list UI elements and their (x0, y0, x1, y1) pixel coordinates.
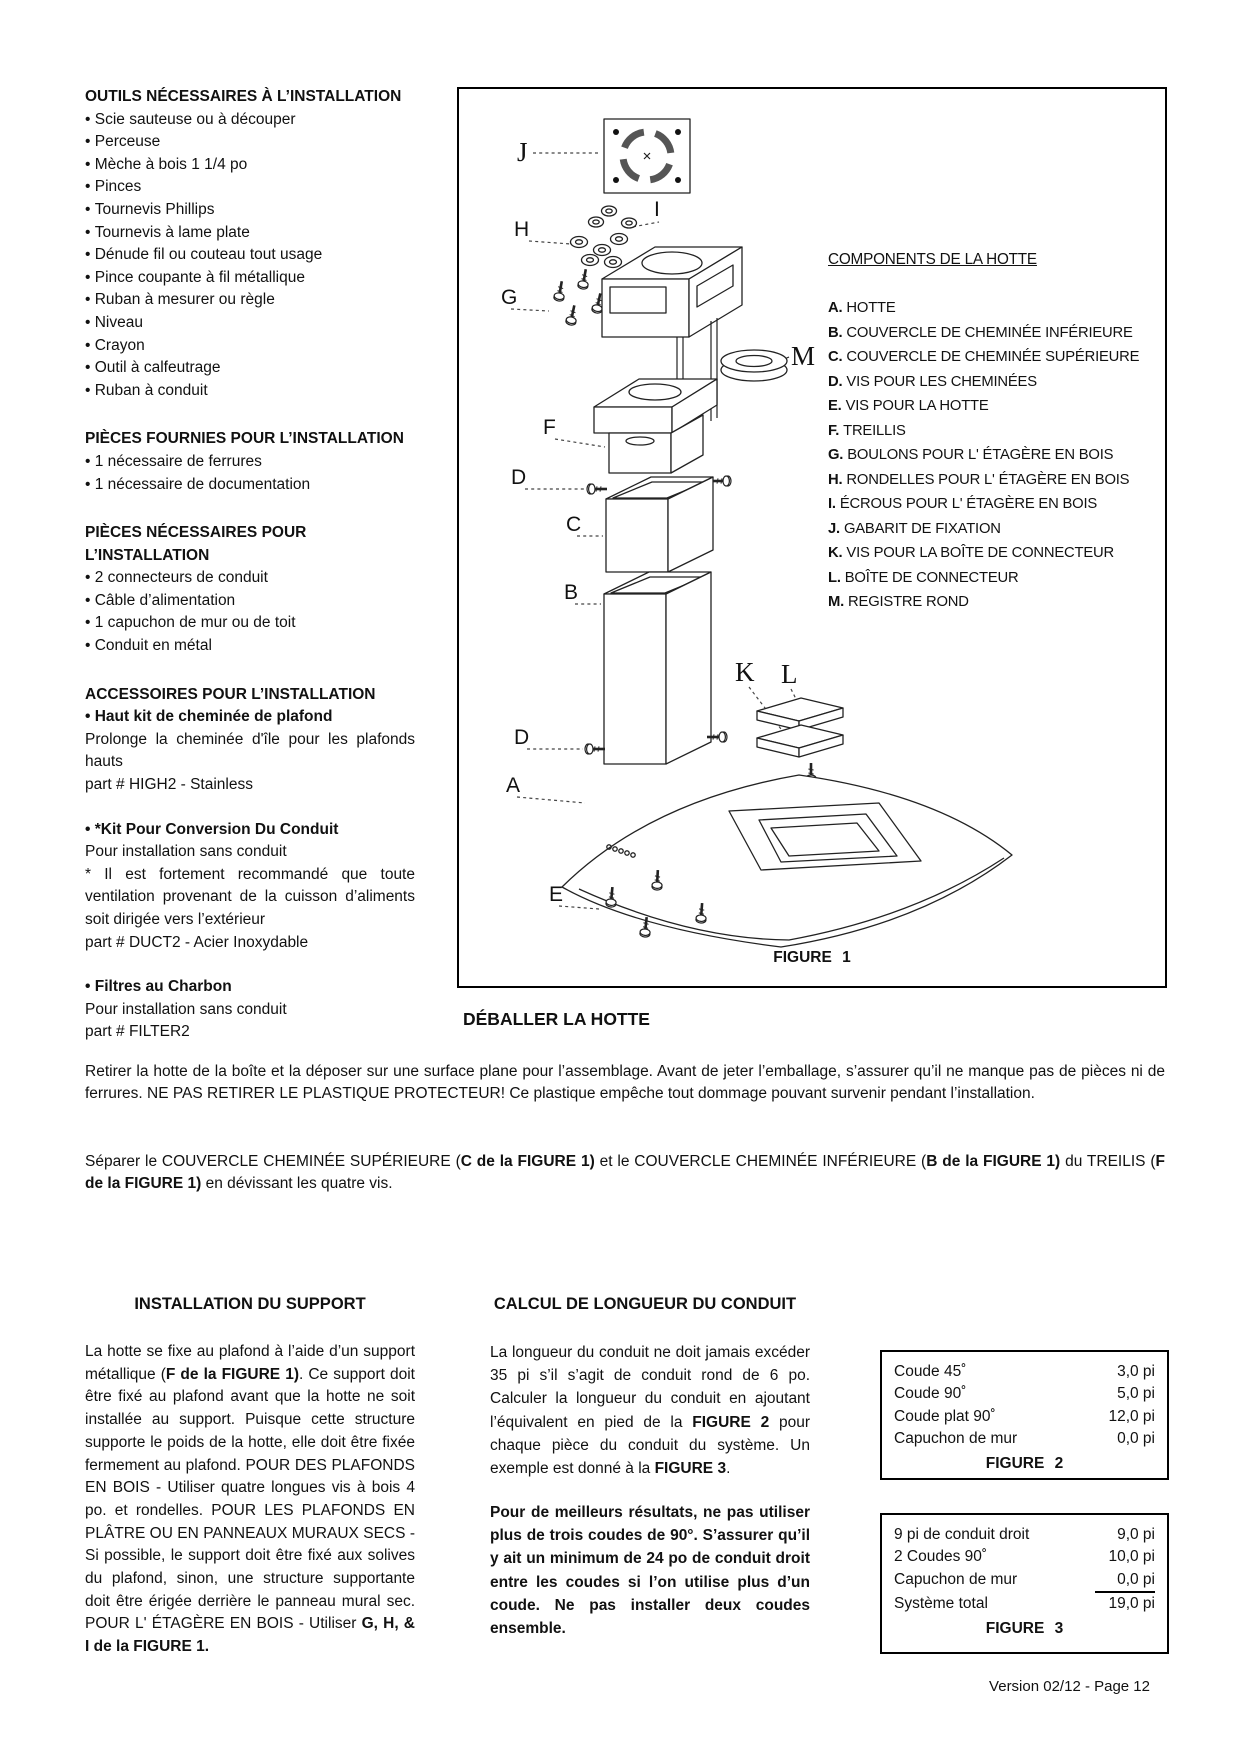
component-item (828, 492, 1160, 517)
duct-paragraph-1: La longueur du conduit ne doit jamais excéder 35 pi s’il s’agit de conduit rond de 6 po. Calculer la longueur du conduit en ajoutant l’équivalent en pied de la FIGURE 2 pour chaque pièce du conduit du système. Un exemple est donné à la FIGURE 3. (490, 1344, 810, 1478)
component-text: VIS POUR LA BOÎTE DE CONNECTEUR (846, 545, 1114, 561)
supplied-list (85, 451, 415, 496)
label-a: A (506, 774, 521, 797)
label-e: E (549, 883, 564, 906)
components-list (828, 296, 1160, 615)
section-accessories (85, 684, 415, 1044)
component-text: VIS POUR LA HOTTE (845, 398, 989, 414)
table-row (894, 1569, 1155, 1593)
table-row (894, 1361, 1155, 1383)
component-letter: D. (828, 373, 843, 390)
component-text: COUVERCLE DE CHEMINÉE SUPÉRIEURE (846, 349, 1140, 365)
section-tools (85, 86, 415, 402)
support-paragraph: La hotte se fixe au plafond à l’aide d’un support métallique (F de la FIGURE 1). Ce support doit être fixé au plafond avant que la hotte ne soit installée au support. Puisque cette structure supporte le poids de la hotte, elle doit être fixée fermement au plafond. POUR DES PLAFONDS EN BOIS - Utiliser quatre longues vis à bois 4 po. et rondelles. POUR LES PLAFONDS EN PLÂTRE OU EN PANNEAUX MURAUX SECS - Si possible, le support doit être fixé aux solives du plafond, sinon, une structure supportante doit être érigée derrière le panneau mural sec. POUR L' ÉTAGÈRE EN BOIS - Utiliser G, H, & I de la FIGURE 1. (85, 1343, 415, 1656)
row-value: 0,0 pi (1117, 1429, 1155, 1447)
required-heading: PIÈCES NÉCESSAIRES POUR L’INSTALLATION (85, 524, 307, 564)
required-list (85, 567, 415, 657)
list-item: • Câble d’alimentation (85, 590, 415, 613)
component-item (828, 468, 1160, 493)
list-item: • Niveau (85, 312, 415, 335)
accessory-kit2 (85, 819, 415, 955)
part-i-nuts (589, 206, 660, 228)
list-item: • Outil à calfeutrage (85, 357, 415, 380)
row-label: Système total (894, 1594, 988, 1612)
row-value: 12,0 pi (1108, 1407, 1155, 1425)
component-letter: F. (828, 422, 840, 439)
row-value: 5,0 pi (1117, 1385, 1155, 1403)
component-text: BOÎTE DE CONNECTEUR (844, 569, 1019, 586)
accessory-kit3 (85, 976, 415, 1044)
label-h: H (514, 218, 530, 241)
component-text: TREILLIS (843, 422, 906, 439)
component-text: GABARIT DE FIXATION (843, 520, 1001, 537)
row-value: 10,0 pi (1108, 1548, 1155, 1566)
figure3-rows (894, 1524, 1155, 1615)
table-row (894, 1524, 1155, 1546)
list-item: • Conduit en métal (85, 635, 415, 658)
component-item (828, 566, 1160, 591)
row-label: Coude 45˚ (894, 1363, 967, 1380)
list-item: • Dénude fil ou couteau tout usage (85, 244, 415, 267)
row-label: 2 Coudes 90˚ (894, 1548, 988, 1566)
component-letter: A. (828, 300, 843, 316)
list-item: • Mèche à bois 1 1/4 po (85, 154, 415, 177)
figure2-box (880, 1350, 1169, 1480)
part-l-connector-box (749, 687, 843, 783)
label-f: F (543, 416, 556, 439)
part-m-damper (721, 350, 789, 381)
component-letter: B. (828, 324, 843, 341)
row-label: Capuchon de mur (894, 1570, 1018, 1588)
part-j-template (533, 119, 690, 193)
row-value: 19,0 pi (1108, 1594, 1155, 1612)
component-letter: K. (828, 545, 843, 561)
row-label: 9 pi de conduit droit (894, 1526, 1030, 1543)
component-letter: I. (828, 496, 836, 512)
label-i: I (654, 198, 660, 221)
kit2-desc: * Il est fortement recommandé que toute ventilation provenant de la cuisson d’aliments soit dirigée vers l’extérieur (85, 865, 415, 928)
component-item (828, 321, 1160, 346)
label-g: G (501, 286, 518, 309)
figure1-box (457, 87, 1167, 988)
list-item: • Perceuse (85, 131, 415, 154)
list-item: • Pinces (85, 176, 415, 199)
kit1-desc: Prolonge la cheminée d'île pour les plafonds hauts (85, 730, 415, 771)
table-row (894, 1428, 1155, 1450)
tools-heading: OUTILS NÉCESSAIRES À L’INSTALLATION (85, 88, 402, 105)
component-text: COUVERCLE DE CHEMINÉE INFÉRIEURE (846, 324, 1133, 341)
kit2-part: part # DUCT2 - Acier Inoxydable (85, 933, 309, 951)
component-item (828, 590, 1160, 615)
kit1-title: • Haut kit de cheminée de plafond (85, 706, 415, 729)
part-a-hood (517, 775, 1012, 947)
label-d-upper: D (511, 466, 527, 489)
part-g-bolts (511, 268, 605, 326)
components-legend (828, 251, 1160, 615)
table-row (894, 1546, 1155, 1568)
component-text: BOULONS POUR L' ÉTAGÈRE EN BOIS (847, 447, 1114, 463)
supplied-heading: PIÈCES FOURNIES POUR L’INSTALLATION (85, 430, 404, 448)
component-item (828, 394, 1160, 419)
component-item (828, 345, 1160, 370)
list-item: • Pince coupante à fil métallique (85, 267, 415, 290)
component-letter: H. (828, 471, 843, 488)
component-item (828, 517, 1160, 542)
component-letter: C. (828, 349, 843, 365)
table-row (894, 1406, 1155, 1428)
accessory-kit1 (85, 706, 415, 796)
table-row (894, 1383, 1155, 1405)
duct-paragraph-2: Pour de meilleurs résultats, ne pas utiliser plus de trois coudes de 90°. S’assurer qu’il y ait un minimum de 24 po de conduit droit entre les coudes si l’on utilise plus d’un coude. Ne pas installer deux coudes ensemble. (490, 1504, 810, 1638)
row-value: 9,0 pi (1117, 1526, 1155, 1543)
kit1-part: part # HIGH2 - Stainless (85, 776, 253, 794)
component-text: ÉCROUS POUR L' ÉTAGÈRE EN BOIS (839, 496, 1098, 512)
component-letter: G. (828, 447, 844, 463)
tools-list (85, 109, 415, 403)
component-item (828, 370, 1160, 395)
kit3-part: part # FILTER2 (85, 1023, 190, 1041)
label-c: C (566, 513, 582, 536)
components-heading: COMPONENTS DE LA HOTTE (828, 251, 1037, 268)
row-label: Coude plat 90˚ (894, 1407, 996, 1425)
support-heading: INSTALLATION DU SUPPORT (134, 1295, 366, 1313)
figure1-caption: FIGURE 1 (773, 949, 851, 966)
unpack-heading: DÉBALLER LA HOTTE (463, 1009, 650, 1029)
unpack-paragraph-1: Retirer la hotte de la boîte et la déposer sur une surface plane pour l’assemblage. Avant de jeter l’emballage, s’assurer qu’il ne manque pas de pièces ni de ferrures. NE PAS RETIRER LE PLASTIQUE PROTECTEUR! Ce plastique empêche tout dommage pouvant survenir pendant l’installation. (85, 1063, 1165, 1102)
figure2-rows (894, 1361, 1155, 1450)
figure3-caption: FIGURE 3 (985, 1620, 1064, 1638)
list-item: • Ruban à conduit (85, 380, 415, 403)
list-item: • Tournevis Phillips (85, 199, 415, 222)
kit3-line1: Pour installation sans conduit (85, 1000, 287, 1018)
list-item: • 1 capuchon de mur ou de toit (85, 612, 415, 635)
part-h-washers (529, 234, 628, 268)
duct-heading: CALCUL DE LONGUEUR DU CONDUIT (493, 1295, 797, 1313)
component-letter: J. (828, 520, 840, 537)
section-required (85, 522, 415, 658)
kit2-title: • *Kit Pour Conversion Du Conduit (85, 819, 415, 842)
component-item (828, 296, 1160, 321)
list-item: • 1 nécessaire de ferrures (85, 451, 415, 474)
kit2-line1: Pour installation sans conduit (85, 843, 287, 861)
list-item: • Ruban à mesurer ou règle (85, 289, 415, 312)
component-item (828, 419, 1160, 444)
component-item (828, 443, 1160, 468)
row-label: Capuchon de mur (894, 1429, 1018, 1447)
component-text: HOTTE (846, 300, 896, 316)
list-item: • Tournevis à lame plate (85, 222, 415, 245)
list-item: • Scie sauteuse ou à découper (85, 109, 415, 132)
list-item: • 2 connecteurs de conduit (85, 567, 415, 590)
label-b: B (564, 581, 579, 604)
list-item: • Crayon (85, 335, 415, 358)
component-letter: E. (828, 398, 842, 414)
component-text: VIS POUR LES CHEMINÉES (846, 373, 1037, 390)
list-item: • 1 nécessaire de documentation (85, 474, 415, 497)
component-item (828, 541, 1160, 566)
section-supplied (85, 428, 415, 496)
label-m: M (791, 341, 816, 371)
component-text: RONDELLES POUR L' ÉTAGÈRE EN BOIS (846, 471, 1130, 488)
label-d-lower: D (514, 726, 530, 749)
row-value: 0,0 pi (1095, 1569, 1155, 1593)
page-footer: Version 02/12 - Page 12 (989, 1678, 1150, 1695)
table-row (894, 1593, 1155, 1615)
row-value: 3,0 pi (1117, 1363, 1155, 1380)
component-text: REGISTRE ROND (848, 594, 969, 610)
row-label: Coude 90˚ (894, 1385, 967, 1403)
component-letter: M. (828, 594, 845, 610)
part-c-upper-cover (577, 477, 713, 572)
figure2-caption: FIGURE 2 (985, 1455, 1064, 1473)
accessories-heading: ACCESSOIRES POUR L’INSTALLATION (85, 685, 376, 703)
unpack-paragraph-2: Séparer le COUVERCLE CHEMINÉE SUPÉRIEURE (C de la FIGURE 1) et le COUVERCLE CHEMINÉE INFÉRIEURE (B de la FIGURE 1) du TREILIS (F de la FIGURE 1) en dévissant les quatre vis. (85, 1153, 1165, 1192)
component-letter: L. (828, 569, 841, 586)
left-column (85, 86, 415, 1070)
label-l: L (781, 659, 798, 689)
kit3-title: • Filtres au Charbon (85, 976, 415, 999)
label-k: K (735, 657, 755, 687)
part-b-lower-cover (575, 572, 711, 764)
figure3-box (880, 1513, 1169, 1654)
label-j: J (517, 137, 528, 167)
